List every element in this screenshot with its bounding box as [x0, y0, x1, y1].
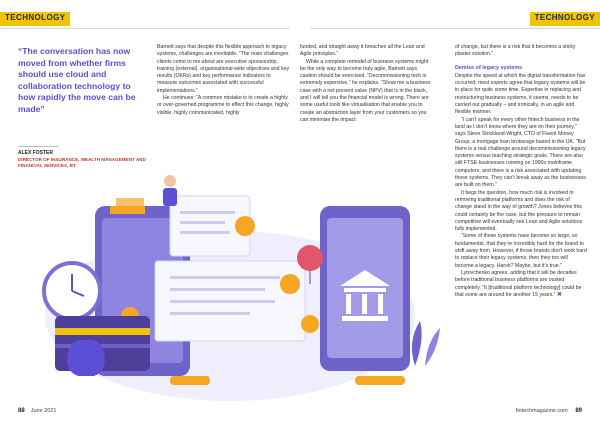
coin-stack-icon: [170, 376, 210, 385]
page-number-right: 89: [575, 408, 582, 414]
money-bag-icon: [67, 340, 105, 376]
bank-icon: [344, 288, 386, 292]
coin-icon: [280, 274, 300, 294]
page-number-left: 88: [18, 408, 25, 414]
site-name: fintechmagazine.com: [515, 408, 568, 414]
end-mark-icon: ✖: [556, 291, 562, 298]
footer-right: [516, 408, 582, 414]
article-column-1: [157, 44, 291, 117]
section-tag-right: TECHNOLOGY: [530, 12, 600, 26]
paragraph: It begs the question, how much risk is involved in removing traditional platforms and does the risk of change stand in the way of growth? Jones believes this could certainly be the case, but the pressure to remain competitive will eventually see Lean and Agile solutions fully implemented.: [455, 189, 583, 233]
issue-date: June 2021: [30, 408, 57, 414]
paragraph: [455, 270, 587, 299]
pull-quote: “The conversation has now moved from whether firms should use cloud and collaboration technology to how rapidly the move can be made”: [18, 46, 136, 114]
section-tag-left: TECHNOLOGY: [0, 12, 70, 26]
paragraph: While a complete remodel of business systems might be the only way to become truly agile, Barnett says caution should be exercised. “Decommissioning tech is extremely expensive,” he explains. “Show me a business case with a net present value (NPV) that is in the black, and I will tell you the financial model is wrong. There are some useful tools like virtualisation that enable you to create an abstraction layer from your customers so you can minimise the impact: [300, 58, 431, 123]
header-rule-right: [310, 28, 600, 29]
paragraph: “I can’t speak for every other fintech business in the land as I don’t know where they are on their journey,” says Steve Strickland-Wright, CTO of Fluent Money Group, a mortgage loan brokerage based in the UK. “But there is a real challenge around decommissioning legacy systems versus teaching strategic goals. There are also still FTSE businesses running on 1990s mainframe computers, and there is a risk associated with updating those systems. They can’t break away as the businesses are built on them.”: [455, 116, 586, 189]
paragraph: Barnett says that despite this flexible approach to legacy systems, challenges are inevitable. “The main challenges clients come to me about are executive sponsorship, training (external), organisational-wide objectives and key results (OKRs) and key performance indicators to measure outcomes associated with successful implementations.”: [157, 44, 290, 94]
pull-quote-rule: [18, 146, 58, 147]
coin-stack-icon: [355, 376, 405, 385]
header-rule-left: [0, 28, 290, 29]
pull-quote-title: DIRECTOR OF INSURANCE, WEALTH MANAGEMENT AND FINANCIAL SERVICES, BT: [18, 157, 146, 168]
paragraph: funded, and straight away it breaches all the Lean and Agile principles.”: [300, 44, 425, 58]
article-column-3: [455, 44, 587, 299]
plant-icon: [412, 321, 422, 366]
article-illustration: [20, 166, 440, 406]
pull-quote-name: ALEX FOSTER: [18, 150, 54, 156]
paragraph: of change, but there is a risk that it becomes a sticky plaster solution.”: [455, 44, 576, 58]
paragraph: He continues: “A common mistake is to create a highly or over-governed programme to effect this change, highly visible, highly communicated, highly: [157, 95, 289, 116]
paragraph-text: Lytovchenko agrees, adding that it will be decades before traditional business platforms are ousted completely. “It [traditional platform technology] could be that some are around for another 15 years.”: [455, 269, 582, 298]
coin-icon: [235, 216, 255, 236]
footer-left: [18, 408, 56, 414]
paragraph: “Some of these systems have become so large, so fundamental, that they’re incredibly hard for the brand to shift away from. However, if those brands don’t work hard to replace their legacy systems, then they too will become a legacy. Harsh? Maybe, but it’s true.”: [455, 233, 587, 269]
paragraph: Despite the speed at which the digital transformation has occurred, most experts agree that legacy systems will be in place for quite some time. Expertise in replacing and restructuring business systems, it seems, needs to be carried out gradually – and ironically, in an agile and flexible manner.: [455, 72, 586, 116]
person: [163, 188, 177, 206]
coin-icon: [301, 315, 319, 333]
article-column-2: [300, 44, 434, 124]
coin-stack-icon: [110, 206, 145, 214]
subheading: Demise of legacy systems: [455, 64, 523, 71]
person-avatar: [164, 175, 176, 187]
balloon-icon: [297, 245, 323, 271]
